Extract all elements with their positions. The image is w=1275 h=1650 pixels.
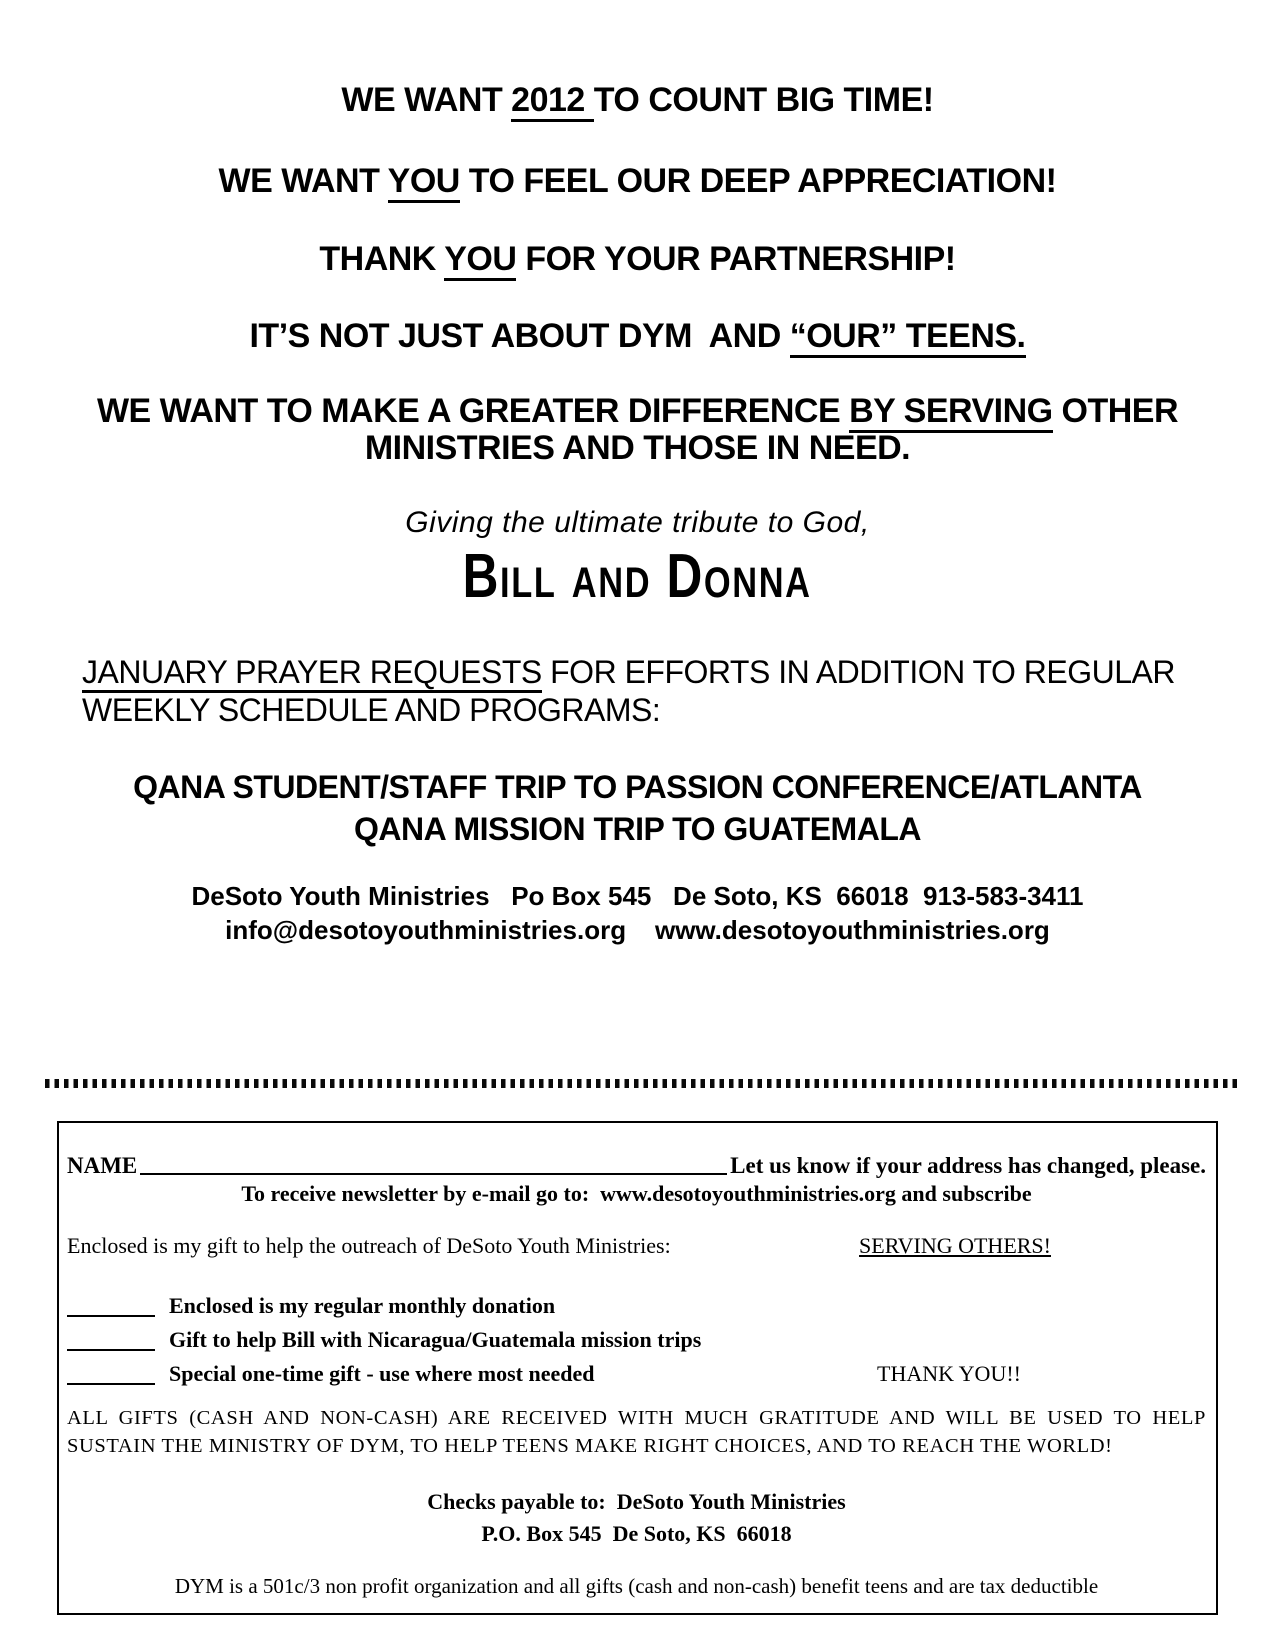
gift-amount-blank-line <box>67 1315 155 1317</box>
gift-option-label: Enclosed is my regular monthly donation <box>169 1292 556 1318</box>
headline-text: WE WANT TO MAKE A GREATER DIFFERENCE <box>96 391 850 430</box>
headline-line-1 <box>0 393 1275 430</box>
signature-bill-and-donna <box>0 542 1275 612</box>
nonprofit-note: DYM is a 501c/3 non profit organization and all gifts (cash and non-cash) benefit teens and are tax deductible <box>174 1574 1099 1599</box>
headline-text: IT’S NOT JUST ABOUT DYM AND <box>249 317 790 356</box>
gratitude-paragraph: ALL GIFTS (CASH AND NON-CASH) ARE RECEIVED WITH MUCH GRATITUDE AND WILL BE USED TO HELP SUSTAIN THE MINISTRY OF DYM, TO HELP TEENS MAKE RIGHT CHOICES, AND TO REACH THE WORLD! <box>67 1406 1212 1457</box>
gift-intro-row <box>67 1233 1206 1259</box>
checks-payable-block <box>67 1486 1206 1550</box>
headline-text: THANK <box>319 240 445 279</box>
contact-block <box>0 880 1275 947</box>
serving-others-text: SERVING OTHERS! <box>859 1232 1051 1258</box>
prayer-underlined-text: JANUARY PRAYER REQUESTS <box>82 654 542 693</box>
gift-option-row <box>67 1357 1206 1391</box>
gift-intro-text: Enclosed is my gift to help the outreach of DeSoto Youth Ministries: <box>67 1232 671 1258</box>
dotted-cut-line <box>45 1079 1240 1088</box>
tribute-line: Giving the ultimate tribute to God, <box>405 506 870 540</box>
headline-greater-difference <box>0 393 1275 466</box>
gift-option-label: Gift to help Bill with Nicaragua/Guatemala mission trips <box>169 1326 702 1352</box>
headline-underlined-text: “OUR” TEENS. <box>790 317 1026 358</box>
headline-text: TO COUNT BIG TIME! <box>593 81 934 119</box>
gift-amount-blank-line <box>67 1383 155 1385</box>
thank-you-text: THANK YOU!! <box>877 1360 1021 1386</box>
headline-text: WE WANT <box>218 161 388 200</box>
headline-underlined-text: BY SERVING <box>849 392 1052 433</box>
name-row <box>67 1153 1206 1179</box>
name-label: NAME <box>67 1152 138 1178</box>
trip-passion-conference: QANA STUDENT/STAFF TRIP TO PASSION CONFERENCE/ATLANTA <box>133 769 1142 806</box>
headline-text: WE WANT <box>341 81 512 119</box>
headline-not-just-dym <box>0 318 1275 355</box>
headline-text: FOR YOUR PARTNERSHIP! <box>516 240 956 279</box>
donation-form-box <box>57 1121 1218 1615</box>
headline-underlined-text: YOU <box>388 162 460 203</box>
address-change-note: Let us know if your address has changed, please. <box>730 1152 1206 1178</box>
headline-line-2: MINISTRIES AND THOSE IN NEED. <box>364 428 911 467</box>
gift-options <box>67 1289 1206 1391</box>
headline-appreciation <box>0 163 1275 200</box>
gift-option-label: Special one-time gift - use where most needed <box>169 1360 595 1386</box>
signature-text: Bill and Donna <box>463 542 812 612</box>
prayer-text: FOR EFFORTS IN ADDITION TO REGULAR <box>541 654 1175 691</box>
headline-text: OTHER <box>1052 391 1179 430</box>
gift-option-row <box>67 1289 1206 1323</box>
checks-payable-line-2: P.O. Box 545 De Soto, KS 66018 <box>481 1521 792 1547</box>
gift-option-row <box>67 1323 1206 1357</box>
newsletter-subscribe-note: To receive newsletter by e-mail go to: www.desotoyouthministries.org and subscribe <box>241 1180 1032 1206</box>
checks-payable-line-1: Checks payable to: DeSoto Youth Ministries <box>427 1489 846 1515</box>
contact-email-website: info@desotoyouthministries.org www.desotoyouthministries.org <box>225 914 1050 945</box>
prayer-requests-paragraph <box>82 654 1275 729</box>
trip-list <box>0 767 1275 850</box>
headline-underlined-text: YOU <box>444 240 516 281</box>
prayer-line-1 <box>82 654 1275 691</box>
name-blank-line <box>140 1173 727 1175</box>
gift-amount-blank-line <box>67 1349 155 1351</box>
headline-partnership <box>0 241 1275 278</box>
headline-text: TO FEEL OUR DEEP APPRECIATION! <box>459 161 1057 200</box>
contact-address-phone: DeSoto Youth Ministries Po Box 545 De Soto, KS 66018 913-583-3411 <box>191 881 1084 912</box>
trip-guatemala-mission: QANA MISSION TRIP TO GUATEMALA <box>354 810 921 847</box>
headline-count-big-time <box>0 82 1275 119</box>
prayer-line-2: WEEKLY SCHEDULE AND PROGRAMS: <box>82 691 661 728</box>
headline-underlined-text: 2012 <box>511 81 594 122</box>
